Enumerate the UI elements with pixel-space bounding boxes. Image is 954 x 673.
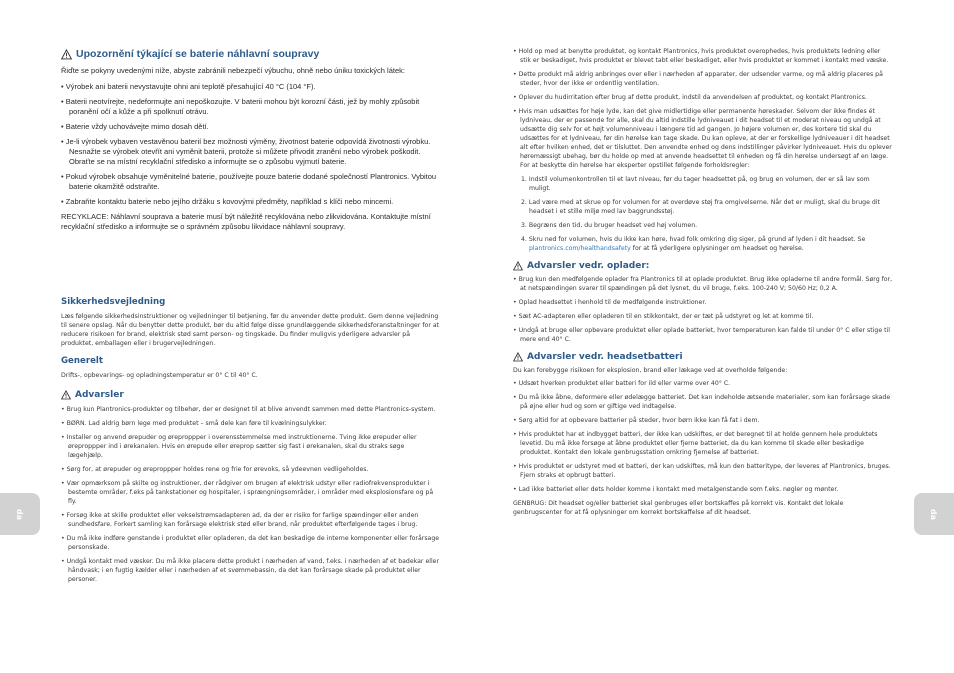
- danish-warnings-continued: [513, 47, 893, 521]
- warning-triangle-icon: [61, 49, 72, 60]
- list-item: • Oplad headsettet i henhold til de medfølgende instruktioner.: [513, 299, 707, 306]
- list-item: • Baterii neotvírejte, nedeformujte ani nepoškozujte. V baterii mohou být korozní části, jež by mohly způsobit poranění očí a kůže a při spolknutí otrávu.: [61, 97, 420, 116]
- right-page: [477, 0, 954, 673]
- list-item: • Pokud výrobek obsahuje vyměnitelné baterie, používejte pouze baterie dodané společností Plantronics. Vybitou baterie okamžitě odstraňte.: [61, 172, 437, 191]
- list-item: • Vær opmærksom på skilte og instruktioner, der rådgiver om brugen af elektrisk udstyr eller radiofrekvensprodukter i bestemte områder, f.eks på tankstationer og hospitaler, i sprængningsområder, i områder med eksplosionsfare og på fly.: [61, 480, 434, 505]
- czech-bullet-list: [61, 82, 441, 207]
- list-item: 4. Skru ned for volumen, hvis du ikke kan høre, hvad folk omkring dig siger, på grund af lyden i dit headset. Se plantronics.com/healthandsafety for at få yderligere oplysninger om headset og hørelse.: [521, 236, 866, 252]
- list-item: • Undgå at bruge eller opbevare produktet eller oplade batteriet, hvor temperaturen kan falde til under 0° C eller stige til mere end 40° C.: [513, 327, 890, 343]
- list-item: • Dette produkt må aldrig anbringes over eller i nærheden af apparater, der udsender varme, og må aldrig placeres på steder, hvor der ikke er ordentlig ventilation.: [513, 71, 883, 87]
- list-item: • Du må ikke indføre genstande i produktet eller opladeren, da det kan beskadige de interne komponenter eller forårsage personskade.: [61, 535, 440, 551]
- warnings-list-continued: [513, 47, 893, 170]
- list-item: • Výrobek ani baterii nevystavujte ohni ani teplotě přesahující 40 °C (104 °F).: [61, 82, 316, 91]
- list-item: 1. Indstil volumenkontrollen til et lavt niveau, før du tager headsettet på, og brug en volumen, der er så lav som muligt.: [521, 176, 870, 192]
- list-item: • Installer og anvend ørepuder og øreproppper i overensstemmelse med instruktionerne. Tving ikke ørepuder eller øreproppper ind i ørekanalen. Hvis en ørepude eller øreprop sætter sig fast i ørekanalen, skal du straks søge lægehjælp.: [61, 434, 417, 459]
- list-item: • Lad ikke batteriet eller dets holder komme i kontakt med metalgenstande som f.eks. nøgler og mønter.: [513, 486, 839, 493]
- charger-warnings-heading: Advarsler vedr. oplader:: [513, 261, 893, 271]
- warnings-list: [61, 405, 441, 584]
- list-item: • Je-li výrobek vybaven vestavěnou baterií bez možnosti výměny, životnost baterie odpovídá životnosti výrobku. Nesnažte se výrobek otevřít ani vyměnit baterii, protože si můžete přivodit zranění nebo výrobek poškodit. Obraťte se na místní recyklační středisko a informujte se o způsobu vyjmutí baterie.: [61, 137, 431, 166]
- danish-recycle-text: GENBRUG: Dit headset og/eller batteriet skal genbruges eller bortskaffes på korrekt vis. Kontakt det lokale genbrugscenter for at få oplysninger om korrekt bortskaffelse af dit headset.: [513, 500, 844, 516]
- battery-warnings-list: [513, 379, 893, 494]
- list-item: • Sørg altid for at opbevare batterier på steder, hvor børn ikke kan få fat i dem.: [513, 417, 760, 424]
- general-text: Drifts-, opbevarings- og opladningstemperatur er 0° C til 40° C.: [61, 372, 258, 379]
- list-item: • Brug kun den medfølgende oplader fra Plantronics til at oplade produktet. Brug ikke opladerne til andre formål. Sørg for, at netspændingen svarer til spændingen på det lysnet, du vil bruge, f.eks. 100-240 V; 50/60 Hz; 0,2 A.: [513, 276, 893, 292]
- warning-triangle-icon: [513, 261, 523, 271]
- list-item: • Hold op med at benytte produktet, og kontakt Plantronics, hvis produktet overophedes, hvis produktets ledning eller stik er beskadiget, hvis produktet er blevet tabt eller beskadiget, eller hvis produktet er kommet i kontakt med væske.: [513, 48, 889, 64]
- czech-recycle-text: RECYKLACE: Náhlavní souprava a baterie musí být náležitě recyklována nebo zlikvidována. Kontaktujte místní recyklační středisko a informujte se o správném způsobu likvidace náhlavní soupravy.: [61, 212, 431, 231]
- list-item: • Undgå kontakt med væsker. Du må ikke placere dette produkt i nærheden af vand, f.eks. i nærheden af et badekar eller håndvask; i en fugtig kælder eller i nærheden af et svømmebassin, da det kan forårsage skade på produktet eller personer.: [61, 558, 440, 583]
- safety-text: Læs følgende sikkerhedsinstruktioner og vejledninger til betjening, før du anvender dette produkt. Gem denne vejledning til senere opslag. Når du benytter dette produkt, bør du altid følge disse grundlæggende sikkerhedsforanstaltninger for at reducere risikoen for brand, elektrisk stød samt person- og tingskade. Du finder muligvis yderligere advarsler på produktet, emballagen eller i brugervejledningen.: [61, 313, 440, 347]
- list-item: • Forsøg ikke at skille produktet eller vekselstrømsadapteren ad, da der er risiko for farlige spændinger eller anden sundhedsfare. Forkert samling kan forårsage elektrisk stød eller brand, når produktet efterfølgende tages i brug.: [61, 512, 419, 528]
- list-item: • Oplever du hudirritation efter brug af dette produkt, indstil da anvendelsen af produktet, og kontakt Plantronics.: [513, 94, 867, 101]
- list-item: • Sæt AC-adapteren eller opladeren til en stikkontakt, der er tæt på udstyret og let at komme til.: [513, 313, 814, 320]
- warnings-heading: Advarsler: [61, 390, 441, 400]
- list-item: • Hvis man udsættes for høje lyde, kan det give midlertidige eller permanente høreskader. Selvom der ikke findes ét lydniveau, der er passende for alle, skal du altid indstille lydniveauet i dit headset til et moderat niveau og undgå at udsætte dig selv for et højt volumenniveau i længere tid ad gangen. Jo højere volumen er, des kortere tid skal du udsættes for et lydniveau, før din hørelse kan tage skade. Du kan opleve, at der er forskellige lydniveauer i dit headset alt efter hvilken enhed, det er tilsluttet. Den anvendte enhed og dens indstillinger påvirker lydniveauet. Hvis du oplever høremæssigt ubehag, bør du holde op med at anvende headsettet til enheden og få din hørelse undersøgt af en læge. For at beskytte din hørelse har eksperter opstillet følgende forholdsregler:: [513, 108, 892, 169]
- safety-heading: Sikkerhedsvejledning: [61, 297, 166, 307]
- list-item: • Du må ikke åbne, deformere eller ødelægge batteriet. Det kan indeholde ætsende materialer, som kan forårsage skade på øjne eller hud og som er giftige ved indtagelse.: [513, 394, 891, 410]
- list-item: • Udsæt hverken produktet eller batteri for ild eller varme over 40° C.: [513, 380, 731, 387]
- danish-safety-section: [61, 297, 441, 589]
- warning-triangle-icon: [61, 390, 71, 400]
- language-tab-left: da: [0, 493, 40, 535]
- battery-intro: Du kan forebygge risikoen for eksplosion, brand eller lækage ved at overholde følgende:: [513, 367, 788, 374]
- czech-intro: Řiďte se pokyny uvedenými níže, abyste zabránili nebezpečí výbuchu, ohně nebo úniku toxických látek:: [61, 66, 405, 75]
- health-safety-link[interactable]: plantronics.com/healthandsafety: [529, 245, 631, 252]
- hearing-precautions-list: [521, 175, 893, 253]
- battery-warnings-heading: Advarsler vedr. headsetbatteri: [513, 352, 893, 362]
- list-item: • BØRN. Lad aldrig børn lege med produktet – små dele kan føre til kvælningsulykker.: [61, 420, 327, 427]
- list-item: 2. Lad være med at skrue op for volumen for at overdøve støj fra omgivelserne. Når det er muligt, skal du bruge dit headset i et stille miljø med lav baggrundsstøj.: [521, 199, 880, 215]
- list-item: • Baterie vždy uchovávejte mimo dosah dětí.: [61, 122, 209, 131]
- czech-battery-section: [61, 48, 441, 236]
- list-item: • Zabraňte kontaktu baterie nebo jejího držáku s kovovými předměty, například s klíči nebo mincemi.: [61, 197, 394, 206]
- list-item: • Hvis produktet er udstyret med et batteri, der kan udskiftes, må kun den batteritype, der leveres af Plantronics, bruges. Fjern straks et opbrugt batteri.: [513, 463, 891, 479]
- language-tab-right: da: [914, 493, 954, 535]
- list-item: • Brug kun Plantronics-produkter og tilbehør, der er designet til at blive anvendt sammen med dette Plantronics-system.: [61, 406, 436, 413]
- list-item: • Sørg for, at ørepuder og øreproppper holdes rene og frie for ørevoks, så ydeevnen vedligeholdes.: [61, 466, 369, 473]
- czech-battery-heading: Upozornění týkající se baterie náhlavní soupravy: [61, 48, 441, 60]
- warning-triangle-icon: [513, 352, 523, 362]
- charger-warnings-list: [513, 275, 893, 344]
- list-item: 3. Begræns den tid, du bruger headset ved høj volumen.: [521, 222, 698, 229]
- list-item: • Hvis produktet har et indbygget batteri, der ikke kan udskiftes, er det beregnet til at holde gennem hele produktets levetid. Du må ikke forsøge at åbne produktet eller fjerne batteriet, da du kan komme til skade eller beskadige produktet. Kontakt den lokale genbrugsstation omkring fjernelse af batteriet.: [513, 431, 878, 456]
- general-heading: Generelt: [61, 356, 103, 366]
